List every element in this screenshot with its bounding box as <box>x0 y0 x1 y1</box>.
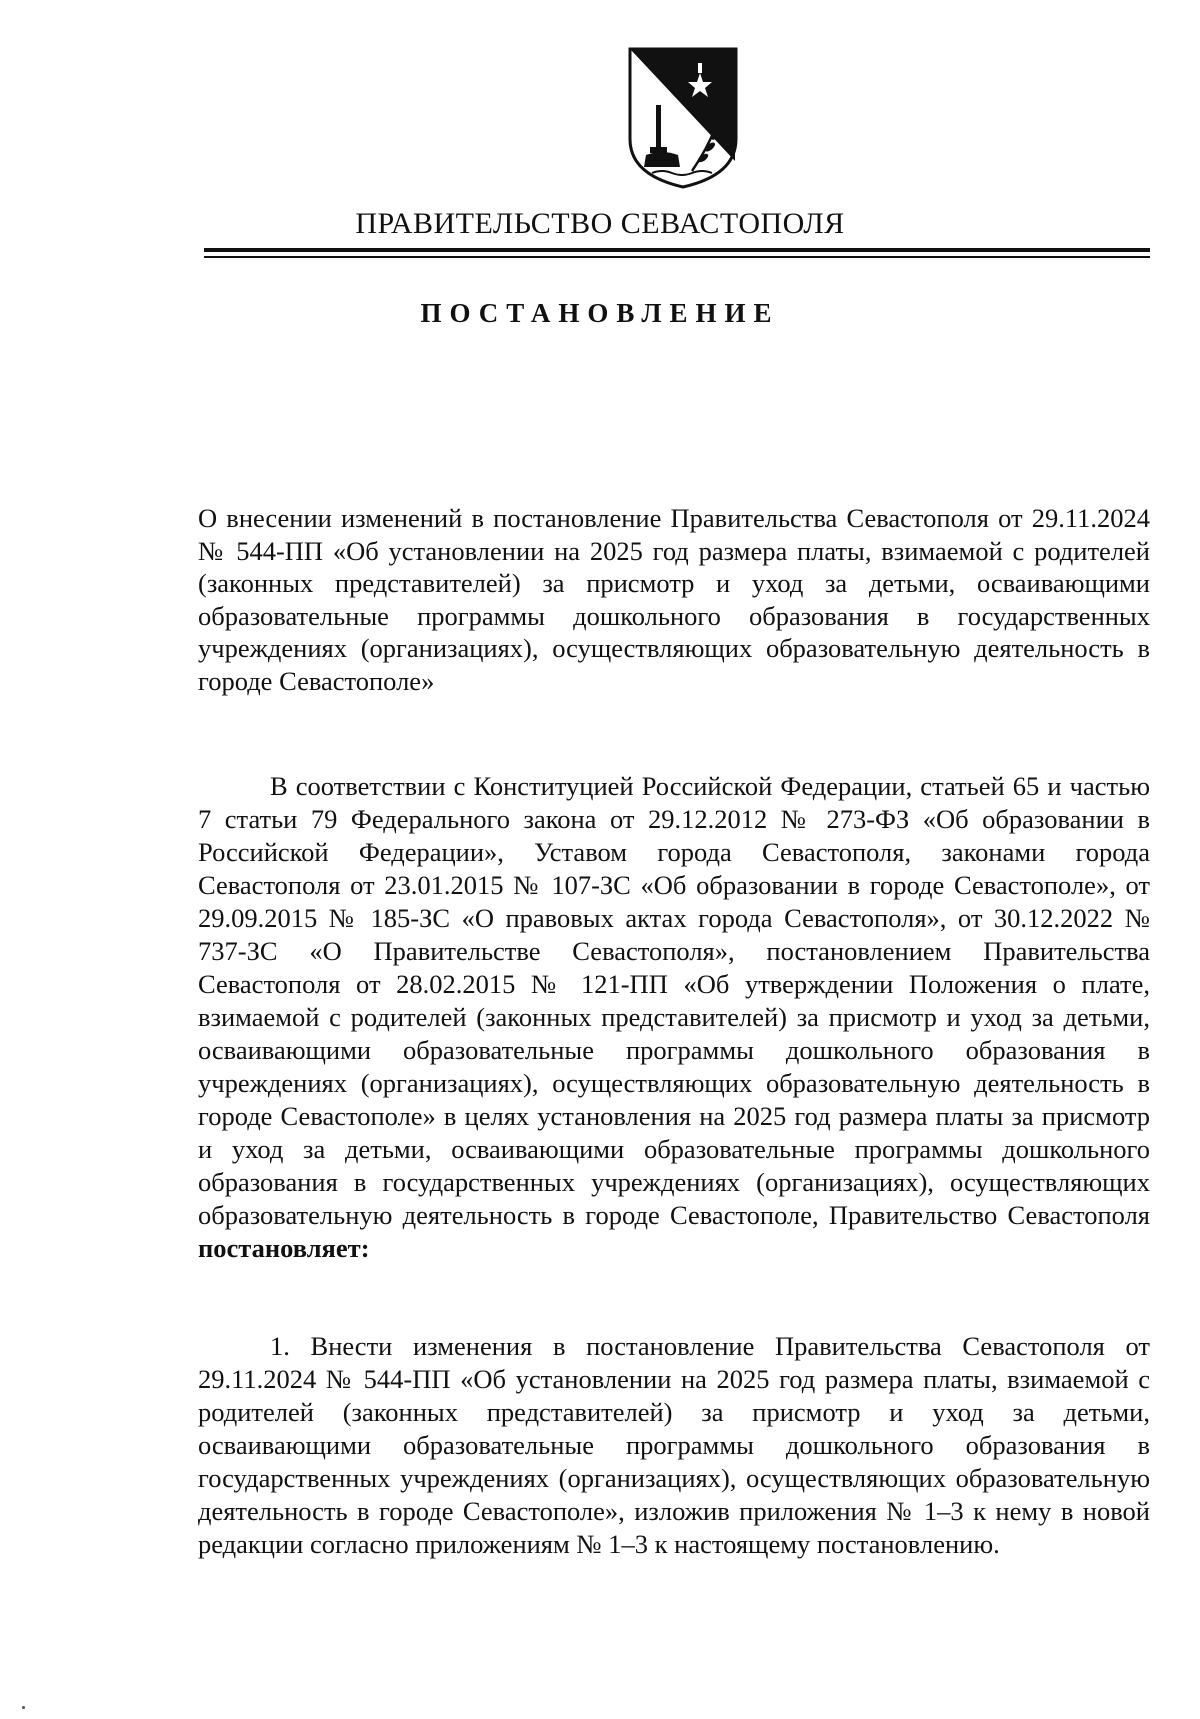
document-type-heading: ПОСТАНОВЛЕНИЕ <box>420 298 780 328</box>
resolves-word: постановляет <box>198 1233 361 1263</box>
preamble-text: В соответствии с Конституцией Российской Федерации, статьей 65 и частью 7 статьи 79 Федерального закона от 29.12.2012 № 273-ФЗ «Об образовании в Российской Федерации», Уставом города Севастополя, законами города Севастополя от 23.01.2015 № 107-ЗС «Об образовании в городе Севастополе», от 29.09.2015 № 185-ЗС «О правовых актах города Севастополя», от 30.12.2022 № 737-ЗС «О Правительстве Севастополя», постановлением Правительства Севастополя от 28.02.2015 № 121-ПП «Об утверждении Положения о плате, взимаемой с родителей (законных представителей) за присмотр и уход за детьми, осваивающими образовательные программы дошкольного образования в учреждениях (организациях), осуществляющих образовательную деятельность в городе Севастополе» в целях установления на 2025 год размера платы за присмотр и уход за детьми, осваивающими образовательные программы дошкольного образования в государственных учреждениях (организациях), осуществляющих образовательную деятельность в городе Севастополе, Правительство Севастополя <box>198 771 1150 1230</box>
coat-of-arms-icon <box>622 43 744 191</box>
scan-artifact <box>22 1706 25 1709</box>
item-paragraph-1: 1. Внести изменения в постановление Правительства Севастополя от 29.11.2024 № 544-ПП «Об установлении на 2025 год размера платы, взимаемой с родителей (законных представителей) за присмотр и уход за детьми, осваивающими образовательные программы дошкольного образования в государственных учреждениях (организациях), осуществляющих образовательную деятельность в городе Севастополе», изложив приложения № 1–3 к нему в новой редакции согласно приложениям № 1–3 к настоящему постановлению. <box>198 1331 1150 1559</box>
document-subject: О внесении изменений в постановление Правительства Севастополя от 29.11.2024 № 544-ПП «Об установлении на 2025 год размера платы, взимаемой с родителей (законных представителей) за присмотр и уход за детьми, осваивающими образовательные программы дошкольного образования в государственных учреждениях (организациях), осуществляющих образовательную деятельность в городе Севастополе» <box>198 503 1150 696</box>
header-rule-thick <box>204 248 1150 252</box>
government-title: ПРАВИТЕЛЬСТВО СЕВАСТОПОЛЯ <box>355 207 845 240</box>
resolves-colon: : <box>360 1233 370 1263</box>
preamble-paragraph <box>198 770 1150 1265</box>
header-rule-thin <box>204 256 1150 258</box>
